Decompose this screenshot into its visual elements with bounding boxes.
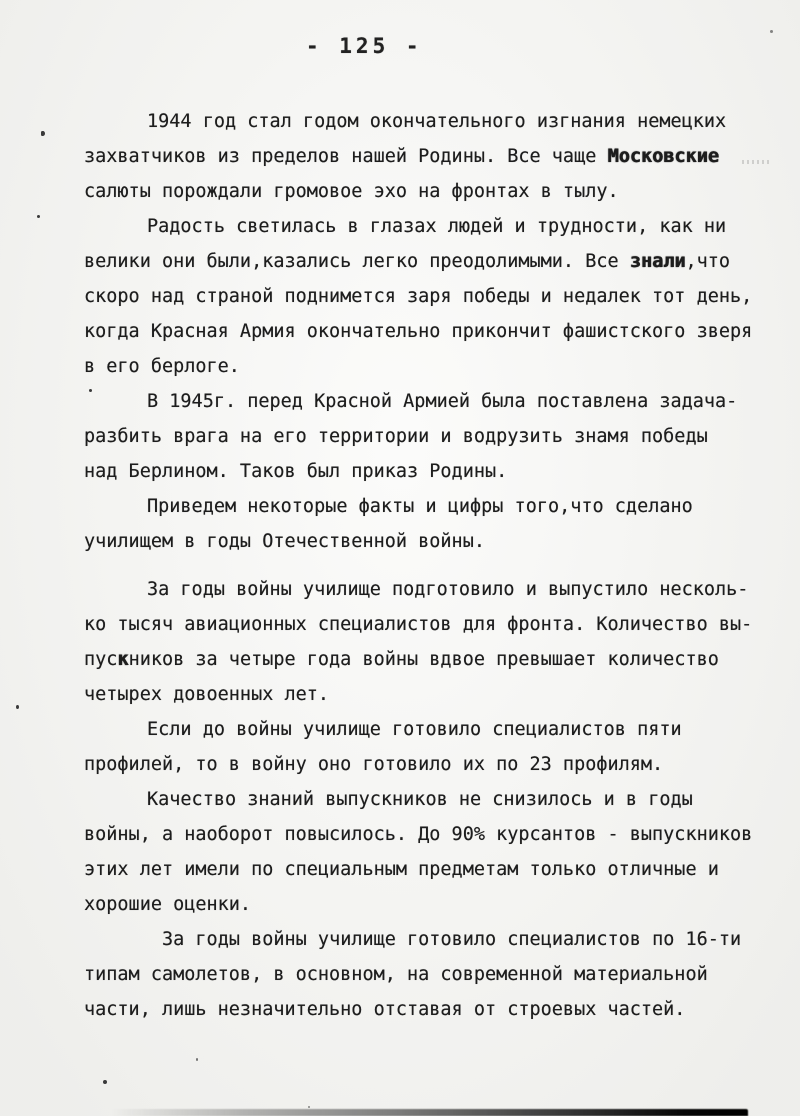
text-line: этих лет имели по специальным предметам только отличные и: [84, 859, 719, 880]
text-line: Радость светилась в глазах людей и трудности, как ни: [147, 216, 727, 237]
scan-speck: [103, 1080, 107, 1084]
scan-edge-shadow: [112, 1109, 748, 1116]
overstruck-text: Московские: [607, 146, 719, 167]
overstruck-text: к: [117, 649, 129, 670]
text-line: скоро над страной поднимется заря победы и недалек тот день,: [84, 286, 753, 307]
text-line: салюты порождали громовое эхо на фронтах в тылу.: [84, 181, 619, 202]
text-line: типам самолетов, в основном, на современной материальной: [84, 964, 708, 985]
text-line: когда Красная Армия окончательно прикончит фашистского зверя: [84, 321, 753, 342]
ink-smudge: [742, 160, 770, 164]
overstruck-text: знали: [629, 251, 686, 272]
text-line: училищем в годы Отечественной войны.: [84, 531, 485, 552]
text-line: хорошие оценки.: [84, 894, 252, 915]
text-line: Приведем некоторые факты и цифры того,что сделано: [147, 496, 693, 517]
scan-speck: [196, 1058, 198, 1061]
scan-speck: [16, 705, 19, 709]
scan-speck: [89, 389, 92, 392]
text-line: захватчиков из пределов нашей Родины. Все чаще Московские: [84, 146, 719, 167]
text-line: велики они были,казались легко преодолимыми. Все знали,что: [84, 251, 731, 272]
text-line: профилей, то в войну оно готовило их по 23 профилям.: [84, 754, 664, 775]
page-number: - 125 -: [306, 34, 423, 58]
text-line: 1944 год стал годом окончательного изгнания немецких: [147, 111, 727, 132]
text-line: Если до войны училище готовило специалистов пяти: [147, 719, 682, 740]
text-line: За годы войны училище готовило специалистов по 16-ти: [162, 929, 742, 950]
text-line: в его берлоге.: [84, 356, 240, 377]
text-line: ко тысяч авиационных специалистов для фронта. Количество вы-: [84, 614, 753, 635]
text-line: над Берлином. Таков был приказ Родины.: [84, 461, 508, 482]
scan-speck: [37, 215, 40, 218]
text-line: части, лишь незначительно отставая от строевых частей.: [84, 999, 686, 1020]
text-line: В 1945г. перед Красной Армией была поставлена задача-: [147, 391, 738, 412]
text-line: пускников за четыре года войны вдвое превышает количество: [84, 649, 719, 670]
text-line: четырех довоенных лет.: [84, 684, 330, 705]
scan-speck: [770, 30, 773, 33]
text-line: войны, а наоборот повысилось. До 90% курсантов - выпускников: [84, 824, 753, 845]
document-body: [84, 104, 784, 1027]
text-line: разбить врага на его территории и водрузить знамя победы: [84, 426, 708, 447]
scan-speck: [41, 131, 45, 136]
text-line: За годы войны училище подготовило и выпустило несколь-: [147, 579, 749, 600]
text-line: Качество знаний выпускников не снизилось и в годы: [147, 789, 693, 810]
scan-speck: [308, 1106, 310, 1108]
